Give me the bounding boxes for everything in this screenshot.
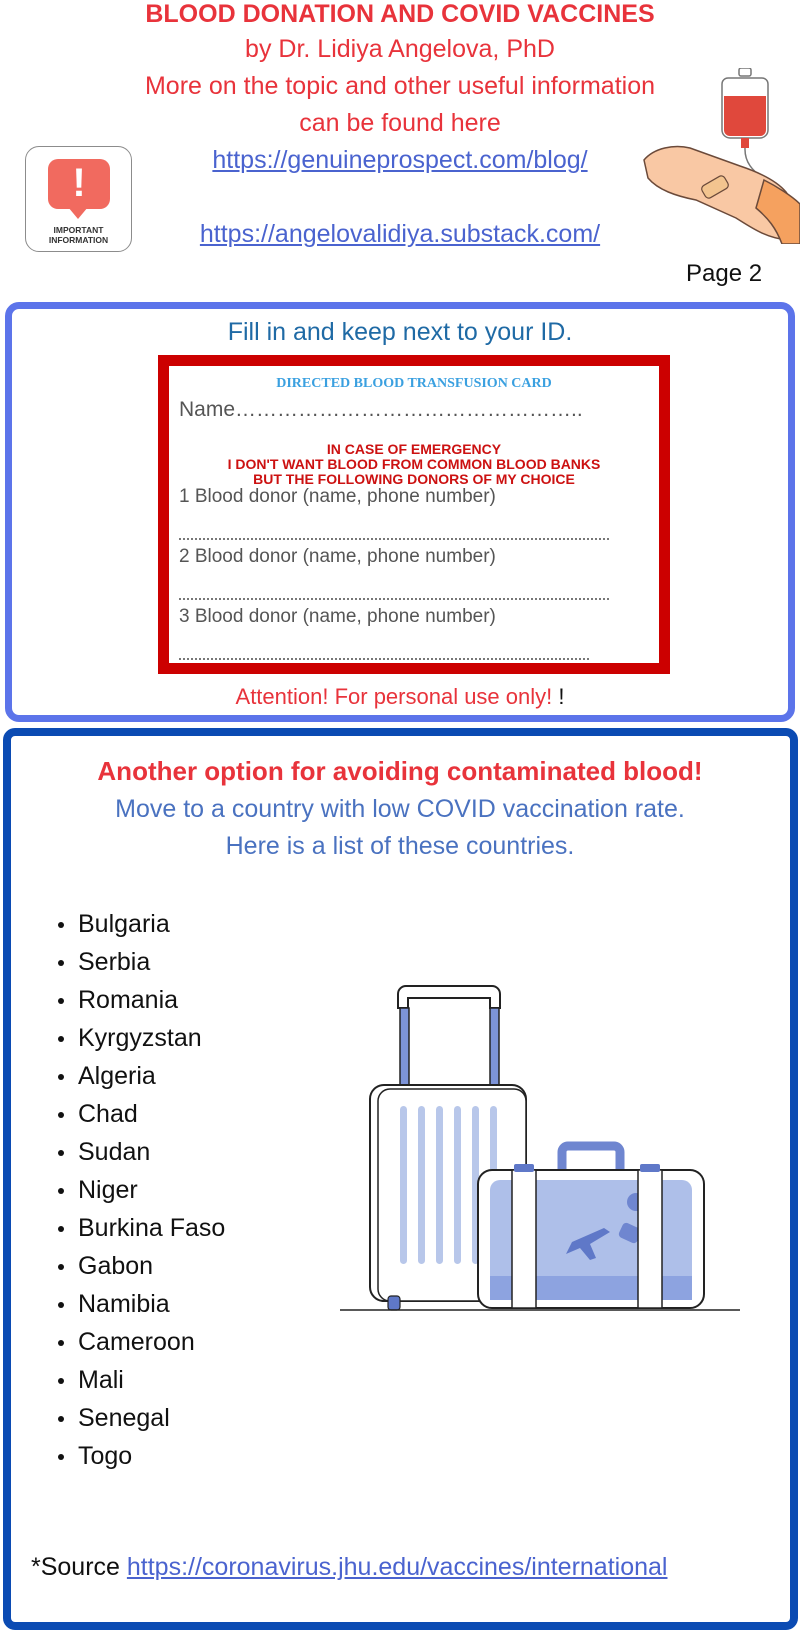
list-item: Kyrgyzstan [54, 1019, 225, 1057]
source-line [31, 1553, 667, 1582]
donor-line-1: 1 Blood donor (name, phone number) [179, 486, 496, 507]
list-item: Gabon [54, 1247, 225, 1285]
donor-fill-line-2 [179, 598, 609, 600]
directed-transfusion-card [158, 355, 670, 674]
list-item: Serbia [54, 943, 225, 981]
important-information-icon: ! IMPORTANT INFORMATION [25, 146, 132, 252]
card-emergency-notice [169, 442, 659, 487]
blood-transfusion-illustration [636, 68, 800, 244]
countries-subtitle-1: Move to a country with low COVID vaccination rate. [115, 795, 685, 823]
countries-subtitle-2: Here is a list of these countries. [225, 832, 575, 860]
card-title: DIRECTED BLOOD TRANSFUSION CARD [276, 376, 552, 391]
emergency-line-1: IN CASE OF EMERGENCY [326, 441, 502, 457]
list-item: Senegal [54, 1399, 225, 1437]
countries-list [54, 905, 225, 1475]
card-name-line: Name………………………………………….. [179, 398, 583, 421]
more-info-line1: More on the topic and other useful information [144, 72, 656, 100]
attention-note [0, 684, 800, 710]
list-item: Mali [54, 1361, 225, 1399]
countries-headline: Another option for avoiding contaminated blood! [97, 756, 703, 786]
more-info-line2: can be found here [299, 109, 501, 137]
donor-line-2: 2 Blood donor (name, phone number) [179, 546, 496, 567]
donor-fill-line-1 [179, 538, 609, 540]
attention-mark: ! [552, 684, 565, 709]
emergency-line-2: I DON'T WANT BLOOD FROM COMMON BLOOD BANKS [227, 456, 601, 472]
emergency-line-3: BUT THE FOLLOWING DONORS OF MY CHOICE [253, 471, 575, 487]
luggage-illustration [340, 980, 740, 1320]
list-item: Algeria [54, 1057, 225, 1095]
list-item: Cameroon [54, 1323, 225, 1361]
list-item: Niger [54, 1171, 225, 1209]
list-item: Sudan [54, 1133, 225, 1171]
source-link[interactable]: https://coronavirus.jhu.edu/vaccines/international [126, 1553, 668, 1581]
list-item: Burkina Faso [54, 1209, 225, 1247]
attention-text: Attention! For personal use only! [235, 684, 553, 709]
fill-in-instruction: Fill in and keep next to your ID. [227, 318, 573, 346]
donor-line-3: 3 Blood donor (name, phone number) [179, 606, 496, 627]
blog-link[interactable]: https://genuineprospect.com/blog/ [212, 146, 588, 174]
source-prefix: *Source [31, 1553, 127, 1581]
donor-fill-line-3 [179, 658, 589, 660]
important-badge-label: IMPORTANT INFORMATION [48, 225, 109, 245]
list-item: Romania [54, 981, 225, 1019]
substack-link[interactable]: https://angelovalidiya.substack.com/ [199, 220, 601, 248]
author-line: by Dr. Lidiya Angelova, PhD [245, 35, 555, 63]
page-title: BLOOD DONATION AND COVID VACCINES [145, 0, 655, 28]
list-item: Togo [54, 1437, 225, 1475]
list-item: Namibia [54, 1285, 225, 1323]
page-number: Page 2 [686, 260, 763, 287]
list-item: Chad [54, 1095, 225, 1133]
list-item: Bulgaria [54, 905, 225, 943]
